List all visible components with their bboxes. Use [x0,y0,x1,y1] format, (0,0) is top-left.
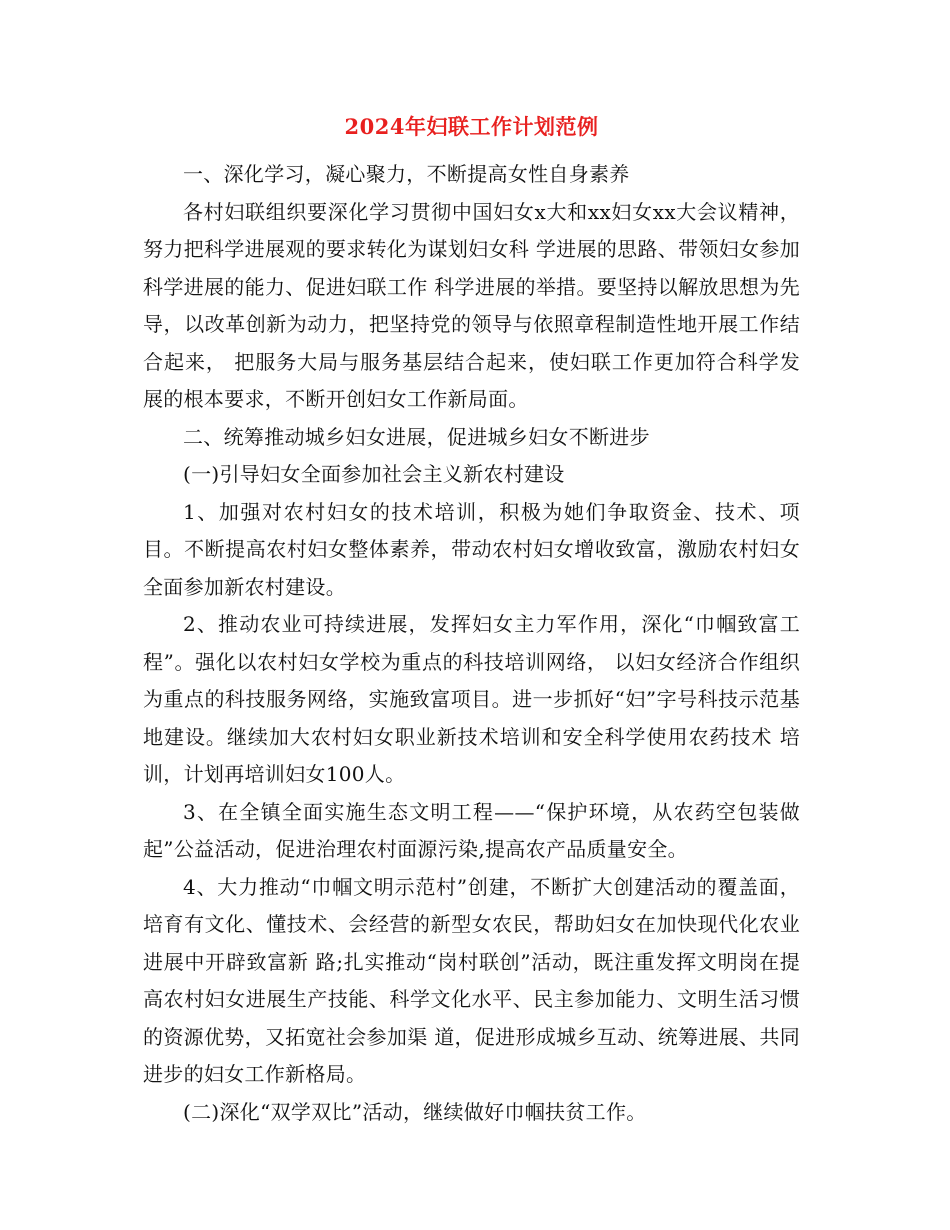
paragraph-item-4: 4、大力推动“巾帼文明示范村”创建，不断扩大创建活动的覆盖面，培育有文化、懂技术、会经营的新型女农民，帮助妇女在加快现代化农业进展中开辟致富新 路;扎实推动“岗村联创”活动，既注重发挥文明岗在提高农村妇女进展生产技能、科学文化水平、民主参加能力、文明生活习惯的资源优势，又拓宽社会参加渠 道，促进形成城乡互动、统筹进展、共同进步的妇女工作新格局。 [143,874,800,1086]
paragraph-subsection-1-heading: (一)引导妇女全面参加社会主义新农村建设 [183,462,565,486]
paragraph-subsection-2-heading: (二)深化“双学双比”活动，继续做好巾帼扶贫工作。 [183,1099,647,1124]
paragraph-item-3: 3、在全镇全面实施生态文明工程——“保护环境，从农药空包装做起”公益活动，促进治理农村面源污染,提高农产品质量安全。 [143,799,800,861]
paragraph-section-1-heading: 一、深化学习，凝心聚力，不断提高女性自身素养 [183,162,630,186]
paragraph-item-2: 2、推动农业可持续进展，发挥妇女主力军作用，深化“巾帼致富工程”。强化以农村妇女学校为重点的科技培训网络， 以妇女经济合作组织为重点的科技服务网络，实施致富项目。进一步抓好“妇”字号科技示范基地建设。继续加大农村妇女职业新技术培训和安全科学使用农药技术 培训，计划再培训妇女100人。 [143,612,800,786]
paragraph-item-1: 1、加强对农村妇女的技术培训，积极为她们争取资金、技术、项目。不断提高农村妇女整体素养，带动农村妇女增收致富，激励农村妇女全面参加新农村建设。 [143,499,800,599]
document-title: 2024年妇联工作计划范例 [344,114,599,139]
paragraph-section-2-heading: 二、统筹推动城乡妇女进展，促进城乡妇女不断进步 [183,424,650,449]
paragraph-section-1-body: 各村妇联组织要深化学习贯彻中国妇女x大和xx妇女xx大会议精神，努力把科学进展观的要求转化为谋划妇女科 学进展的思路、带领妇女参加科学进展的能力、促进妇联工作 科学进展的举措。要坚持以解放思想为先导，以改革创新为动力，把坚持党的领导与依照章程制造性地开展工作结合起来， 把服务大局与服务基层结合起来，使妇联工作更加符合科学发 展的根本要求，不断开创妇女工作新局面。 [143,199,800,411]
